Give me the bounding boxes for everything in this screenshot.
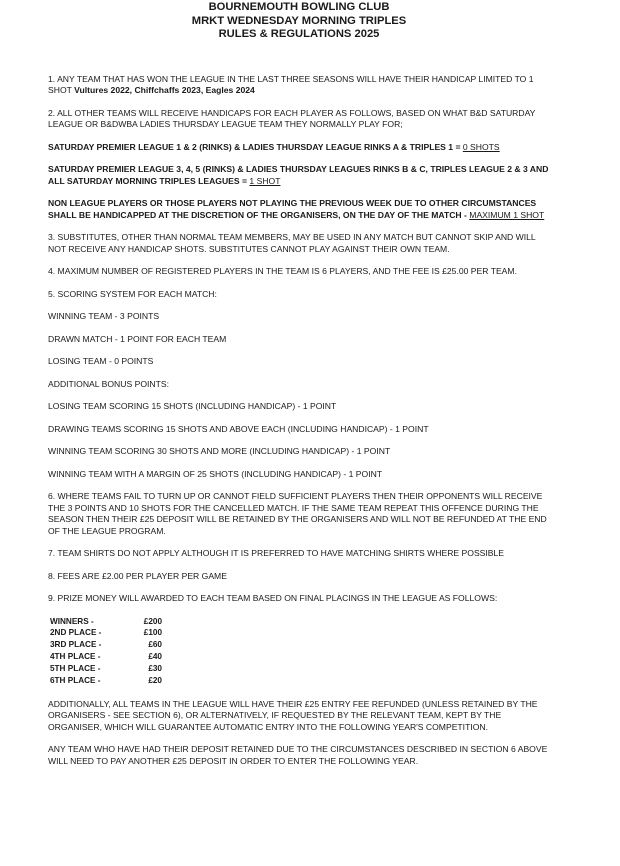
- handicap-tier-3-value: MAXIMUM 1 SHOT: [469, 209, 545, 220]
- prize-place: 2ND PLACE -: [50, 628, 102, 638]
- prize-place: 4TH PLACE -: [50, 652, 101, 662]
- handicap-tier-1: [48, 142, 550, 154]
- document-header: [48, 0, 550, 42]
- prize-amount: £100: [143, 628, 162, 638]
- bonus-4: WINNING TEAM WITH A MARGIN OF 25 SHOTS (INCLUDING HANDICAP) - 1 POINT: [48, 468, 383, 479]
- bonus-2: DRAWING TEAMS SCORING 15 SHOTS AND ABOVE EACH (INCLUDING HANDICAP) - 1 POINT: [48, 423, 429, 434]
- handicap-tier-3: [48, 198, 550, 221]
- bonus-1: LOSING TEAM SCORING 15 SHOTS (INCLUDING HANDICAP) - 1 POINT: [48, 401, 337, 411]
- prize-amount: £20: [148, 676, 162, 686]
- handicap-tier-1-text: SATURDAY PREMIER LEAGUE 1 & 2 (RINKS) & LADIES THURSDAY LEAGUE RINKS A & TRIPLES 1 =: [48, 141, 463, 152]
- bonus-heading: ADDITIONAL BONUS POINTS:: [48, 378, 169, 389]
- rule-7: 7. TEAM SHIRTS DO NOT APPLY ALTHOUGH IT IS PREFERRED TO HAVE MATCHING SHIRTS WHERE POSSIBLE: [48, 548, 505, 558]
- prize-amount: £40: [148, 652, 162, 662]
- handicap-tier-2-text: SATURDAY PREMIER LEAGUE 3, 4, 5 (RINKS) & LADIES THURSDAY LEAGUES RINKS B & C, TRIPLES LEAGUE 2 & 3 AND ALL SATURDAY MORNING TRIPLES LEAGUES =: [48, 164, 549, 186]
- score-winning: WINNING TEAM - 3 POINTS: [48, 311, 160, 321]
- prize-row: [50, 639, 550, 651]
- rule-6: 6. WHERE TEAMS FAIL TO TURN UP OR CANNOT FIELD SUFFICIENT PLAYERS THEN THEIR OPPONENTS WILL RECEIVE THE 3 POINTS AND 10 SHOTS FOR THE CANCELLED MATCH. IF THE SAME TEAM REPEAT THIS OFFENCE DURING THE SEASON THEN THEIR £25 DEPOSIT WILL BE RETAINED BY THE ORGANISERS AND WILL NOT BE REFUNDED AT THE END OF THE LEAGUE PROGRAM.: [48, 491, 547, 536]
- prize-place: 3RD PLACE -: [50, 640, 102, 650]
- score-drawn: DRAWN MATCH - 1 POINT FOR EACH TEAM: [48, 333, 227, 344]
- score-losing: LOSING TEAM - 0 POINTS: [48, 356, 154, 366]
- deposit-note: ANY TEAM WHO HAVE HAD THEIR DEPOSIT RETAINED DUE TO THE CIRCUMSTANCES DESCRIBED IN SECTION 6 ABOVE WILL NEED TO PAY ANOTHER £25 DEPOSIT IN ORDER TO ENTER THE FOLLOWING YEAR.: [48, 744, 548, 766]
- bonus-3: WINNING TEAM SCORING 30 SHOTS AND MORE (INCLUDING HANDICAP) - 1 POINT: [48, 446, 391, 456]
- prize-amount: £200: [143, 616, 162, 626]
- rule-9: 9. PRIZE MONEY WILL AWARDED TO EACH TEAM BASED ON FINAL PLACINGS IN THE LEAGUE AS FOLLOWS:: [48, 593, 498, 603]
- prize-place: WINNERS -: [50, 616, 94, 626]
- handicap-tier-2-value: 1 SHOT: [249, 175, 281, 186]
- club-name: BOURNEMOUTH BOWLING CLUB: [208, 1, 390, 13]
- prize-row: [50, 651, 550, 663]
- rule-2: 2. ALL OTHER TEAMS WILL RECEIVE HANDICAPS FOR EACH PLAYER AS FOLLOWS, BASED ON WHAT B&D SATURDAY LEAGUE OR B&DWBA LADIES THURSDAY LEAGUE TEAM THEY NORMALLY PLAY FOR;: [48, 107, 536, 129]
- handicap-tier-3-text: NON LEAGUE PLAYERS OR THOSE PLAYERS NOT PLAYING THE PREVIOUS WEEK DUE TO OTHER CIRCUMSTANCES SHALL BE HANDICAPPED AT THE DISCRETION OF THE ORGANISERS, ON THE DAY OF THE MATCH -: [48, 198, 537, 220]
- prize-amount: £30: [148, 664, 162, 674]
- prize-row: [50, 663, 550, 675]
- prize-row: [50, 627, 550, 639]
- rule-8: 8. FEES ARE £2.00 PER PLAYER PER GAME: [48, 570, 227, 581]
- handicap-tier-2: [48, 164, 550, 187]
- past-winners: Vultures 2022, Chiffchaffs 2023, Eagles 2024: [74, 85, 255, 95]
- rule-5: 5. SCORING SYSTEM FOR EACH MATCH:: [48, 288, 217, 299]
- rule-3: 3. SUBSTITUTES, OTHER THAN NORMAL TEAM MEMBERS, MAY BE USED IN ANY MATCH BUT CANNOT SKIP AND WILL NOT RECEIVE ANY HANDICAP SHOTS. SUBSTITUTES CANNOT PLAY AGAINST THEIR OWN TEAM.: [48, 232, 536, 254]
- rule-1-text: 1. ANY TEAM THAT HAS WON THE LEAGUE IN THE LAST THREE SEASONS WILL HAVE THEIR HANDICAP LIMITED TO 1 SHOT: [48, 73, 534, 95]
- document-title: RULES & REGULATIONS 2025: [218, 28, 380, 40]
- rule-4: 4. MAXIMUM NUMBER OF REGISTERED PLAYERS IN THE TEAM IS 6 PLAYERS, AND THE FEE IS £25.00 PER TEAM.: [48, 266, 517, 276]
- prize-row: [50, 616, 550, 628]
- prize-table: [50, 616, 550, 687]
- prize-place: 6TH PLACE -: [50, 676, 101, 686]
- prize-row: [50, 675, 550, 687]
- refund-note: ADDITIONALLY, ALL TEAMS IN THE LEAGUE WILL HAVE THEIR £25 ENTRY FEE REFUNDED (UNLESS RETAINED BY THE ORGANISERS - SEE SECTION 6), OR ALTERNATIVELY, IF REQUESTED BY THE RELEVANT TEAM, KEPT BY THE ORGANISER, WHICH WILL GUARANTEE AUTOMATIC ENTRY INTO THE FOLLOWING YEAR'S COMPETITION.: [48, 698, 538, 732]
- rule-1: [48, 74, 550, 97]
- league-name: MRKT WEDNESDAY MORNING TRIPLES: [191, 14, 407, 27]
- handicap-tier-1-value: 0 SHOTS: [462, 141, 500, 152]
- prize-amount: £60: [148, 640, 162, 650]
- prize-place: 5TH PLACE -: [50, 664, 101, 674]
